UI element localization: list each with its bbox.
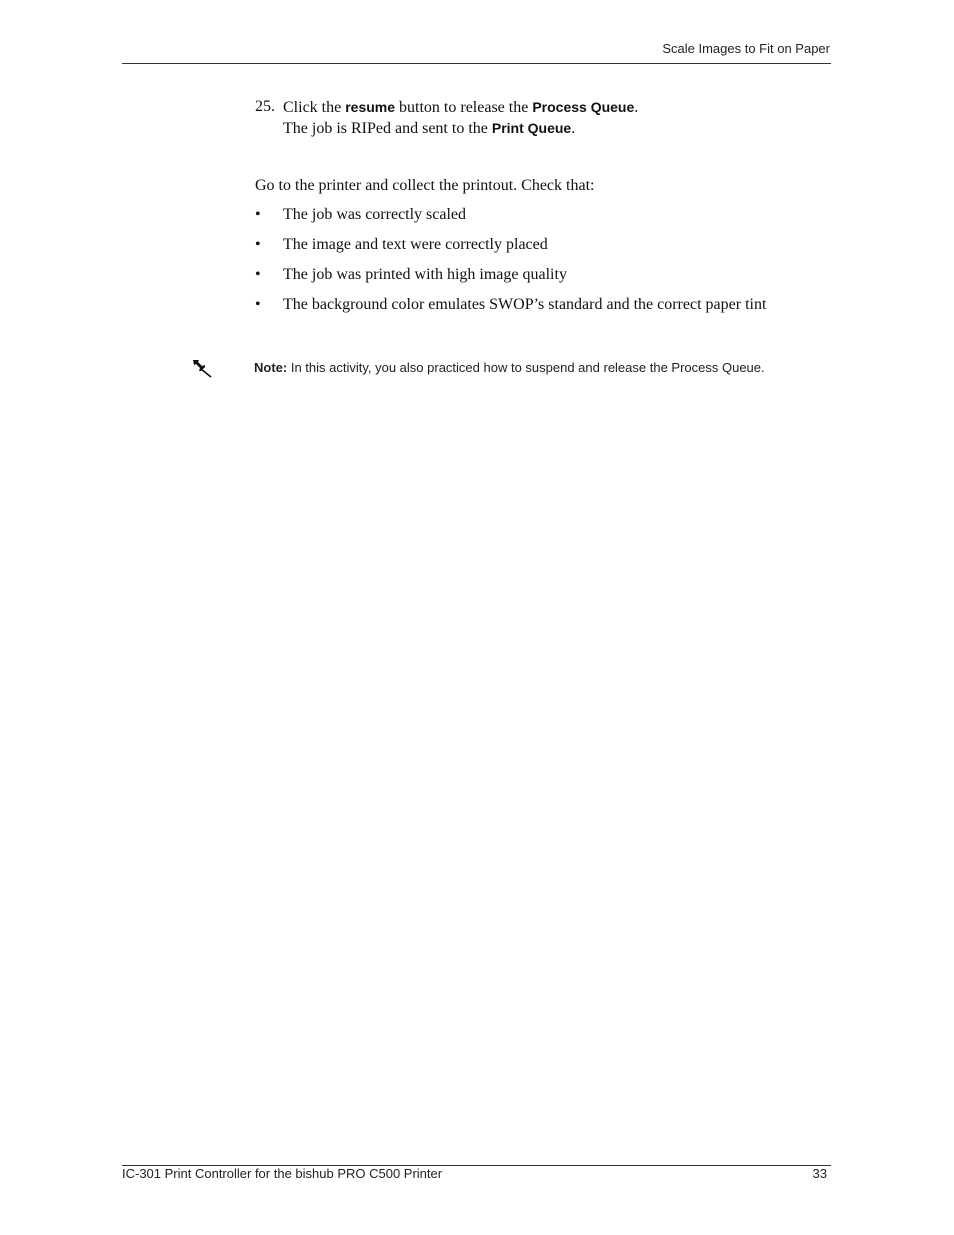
step-text: Click the [283, 99, 346, 116]
step-line-2 [283, 118, 843, 139]
header-divider [122, 63, 831, 64]
process-queue-label: Process Queue [532, 99, 635, 115]
step-number: 25. [255, 98, 275, 115]
list-item-text: The job was correctly scaled [283, 206, 467, 223]
bullet: • [255, 296, 261, 313]
running-header-title: Scale Images to Fit on Paper [662, 41, 830, 56]
page-number: 33 [812, 1166, 827, 1181]
pushpin-icon [190, 358, 212, 378]
step-text: The job is RIPed and sent to the [283, 120, 492, 137]
checklist-intro: Go to the printer and collect the printout. Check that: [255, 177, 595, 194]
resume-button-label: resume [345, 99, 396, 115]
bullet: • [255, 206, 261, 223]
list-item-text: The job was printed with high image quality [283, 266, 567, 283]
bullet: • [255, 266, 261, 283]
step-text: button to release the [395, 99, 533, 116]
note [254, 359, 765, 376]
step-line-1 [283, 97, 843, 118]
print-queue-label: Print Queue [491, 120, 572, 136]
step-body [283, 97, 843, 139]
step-text: . [634, 99, 639, 116]
step-text: . [571, 120, 576, 137]
footer-product-name: IC-301 Print Controller for the bishub PRO C500 Printer [122, 1166, 443, 1181]
list-item-text: The image and text were correctly placed [283, 236, 548, 253]
list-item-text: The background color emulates SWOP’s standard and the correct paper tint [283, 296, 767, 313]
note-text: In this activity, you also practiced how to suspend and release the Process Queue. [287, 360, 765, 375]
note-label: Note: [254, 360, 288, 375]
bullet: • [255, 236, 261, 253]
